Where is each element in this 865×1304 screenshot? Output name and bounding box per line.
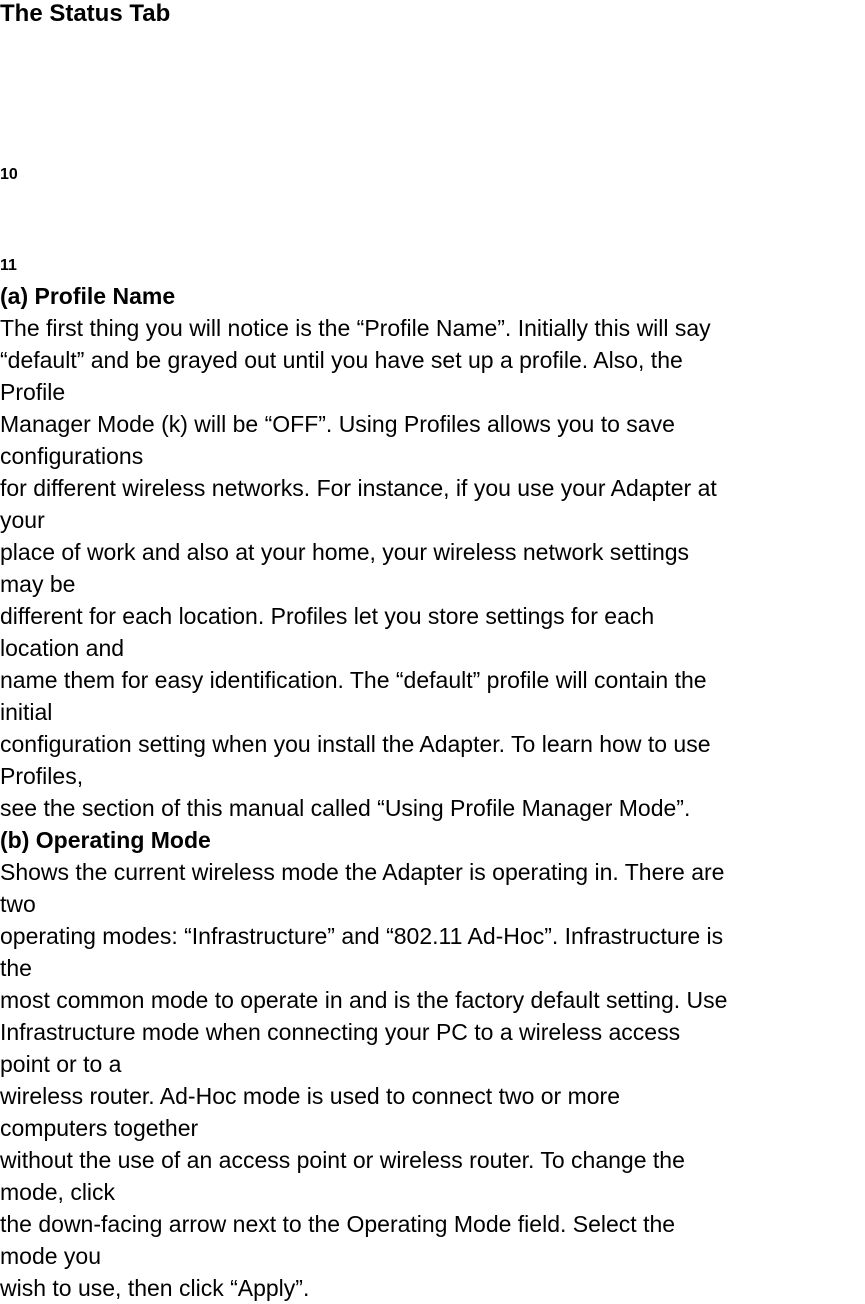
body-text-line: Shows the current wireless mode the Adapter is operating in. There are	[0, 859, 725, 885]
body-text-line: may be	[0, 571, 76, 597]
document-body	[0, 280, 865, 1304]
page-number: 11	[0, 257, 17, 274]
body-text-line: configurations	[0, 443, 144, 469]
body-text-line: name them for easy identification. The “default” profile will contain the	[0, 667, 707, 693]
body-text-line: different for each location. Profiles let you store settings for each	[0, 603, 655, 629]
body-text-line: place of work and also at your home, your wireless network settings	[0, 539, 690, 565]
body-text-line: configuration setting when you install the Adapter. To learn how to use	[0, 731, 711, 757]
page-title: The Status Tab	[0, 0, 171, 27]
body-text-line: Profile	[0, 379, 66, 405]
body-text-line: your	[0, 507, 45, 533]
body-text-line: Infrastructure mode when connecting your PC to a wireless access	[0, 1019, 681, 1045]
page-number: 10	[0, 166, 18, 183]
body-text-line: location and	[0, 635, 125, 661]
body-text-line: the	[0, 955, 32, 981]
body-text-line: for different wireless networks. For instance, if you use your Adapter at	[0, 475, 717, 501]
body-text-line: point or to a	[0, 1051, 122, 1077]
body-text-line: without the use of an access point or wireless router. To change the	[0, 1147, 685, 1173]
body-text-line: most common mode to operate in and is the factory default setting. Use	[0, 987, 728, 1013]
section-heading: (a) Profile Name	[0, 283, 176, 309]
body-text-line: see the section of this manual called “Using Profile Manager Mode”.	[0, 795, 691, 821]
body-text-line: two	[0, 891, 36, 917]
body-text-line: The first thing you will notice is the “Profile Name”. Initially this will say	[0, 315, 711, 341]
section-heading: (b) Operating Mode	[0, 827, 211, 853]
body-text-line: the down-facing arrow next to the Operating Mode field. Select the	[0, 1211, 676, 1237]
body-text-line: mode, click	[0, 1179, 116, 1205]
body-text-line: wireless router. Ad-Hoc mode is used to connect two or more	[0, 1083, 621, 1109]
body-text-line: operating modes: “Infrastructure” and “802.11 Ad-Hoc”. Infrastructure is	[0, 923, 724, 949]
body-text-line: “default” and be grayed out until you have set up a profile. Also, the	[0, 347, 683, 373]
body-text-line: initial	[0, 699, 53, 725]
body-text-line: Profiles,	[0, 763, 84, 789]
body-text-line: wish to use, then click “Apply”.	[0, 1275, 310, 1301]
body-text-line: mode you	[0, 1243, 102, 1269]
body-text-line: computers together	[0, 1115, 199, 1141]
body-text-line: Manager Mode (k) will be “OFF”. Using Profiles allows you to save	[0, 411, 675, 437]
